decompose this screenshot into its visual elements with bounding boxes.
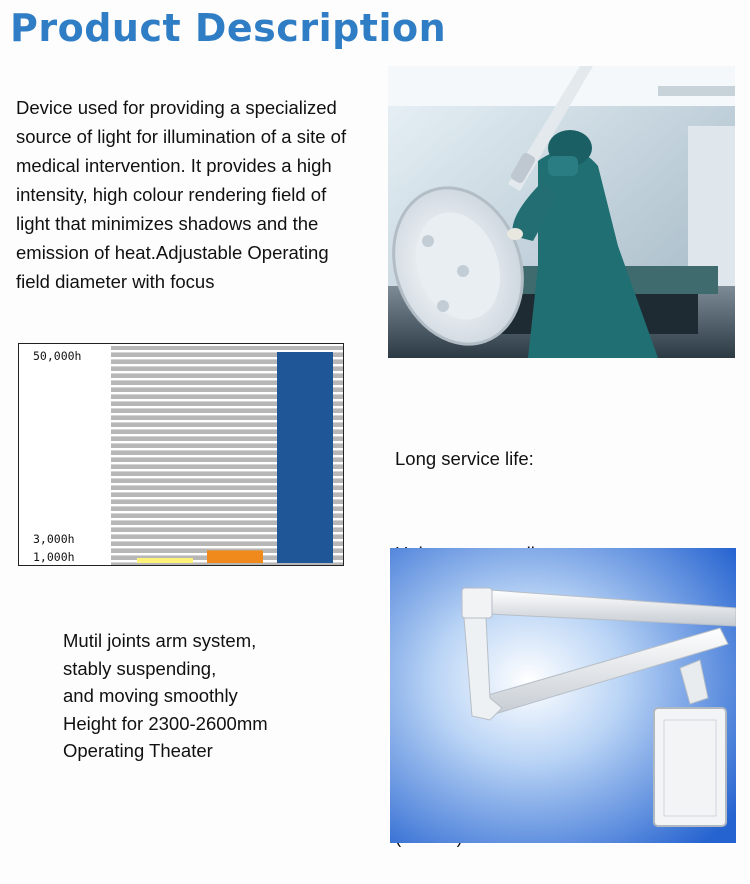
- arm-system-text: [63, 627, 363, 765]
- service-life-chart: [18, 343, 344, 566]
- arm-line: and moving smoothly: [63, 685, 238, 706]
- arm-line: Operating Theater: [63, 740, 213, 761]
- arm-system-photo: [390, 548, 736, 843]
- description-line: medical intervention. It provides a high: [16, 155, 332, 176]
- arm-line: Height for 2300-2600mm: [63, 712, 268, 734]
- surgeon-operating-light-photo: [388, 66, 735, 358]
- chart-tick-label: 3,000h: [33, 532, 75, 546]
- chart-bar: [137, 558, 193, 563]
- chart-bar: [277, 352, 333, 563]
- description-line: emission of heat.Adjustable Operating: [16, 242, 329, 263]
- service-line: Long service life:: [395, 448, 534, 469]
- description-line: intensity, high colour rendering field of: [16, 184, 327, 205]
- description-line: Device used for providing a specialized: [16, 97, 337, 118]
- product-description: [16, 93, 388, 296]
- description-line: light that minimizes shadows and the: [16, 213, 319, 234]
- page-title: Product Description: [10, 6, 447, 50]
- description-line: field diameter with focus: [16, 271, 215, 292]
- arm-line: stably suspending,: [63, 657, 217, 679]
- arm-line: Mutil joints arm system,: [63, 630, 257, 651]
- chart-tick-label: 1,000h: [33, 550, 75, 564]
- chart-canvas: [19, 344, 345, 567]
- description-line: source of light for illumination of a site of: [16, 126, 347, 147]
- chart-tick-label: 50,000h: [33, 349, 82, 363]
- chart-bar: [207, 550, 263, 563]
